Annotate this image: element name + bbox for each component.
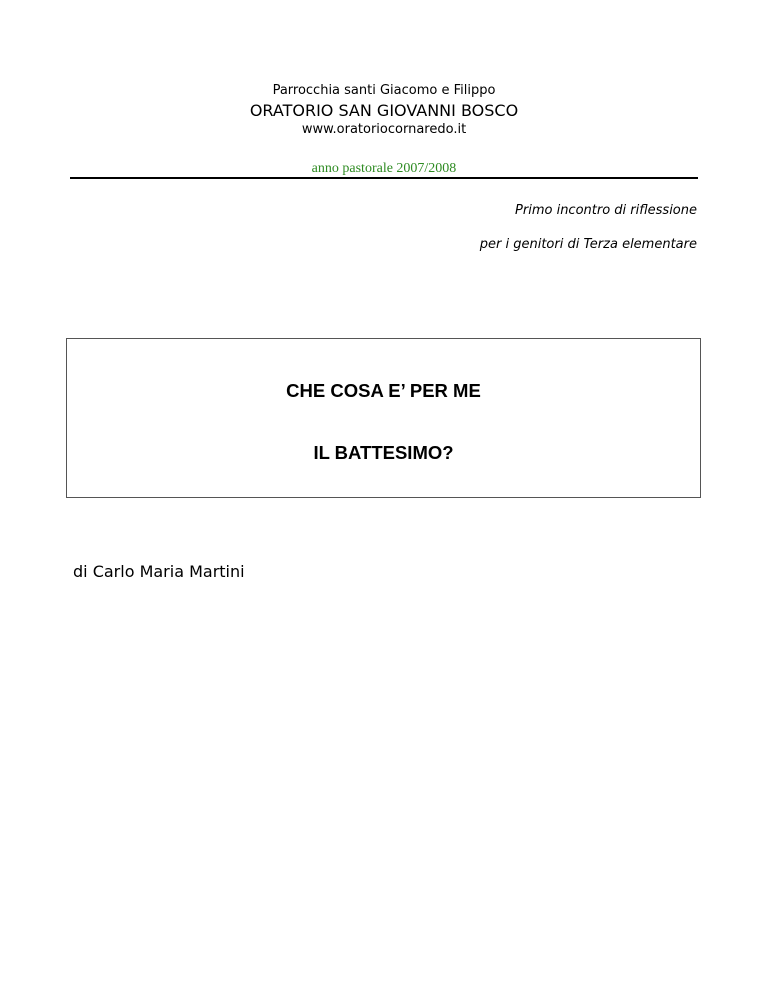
parish-name: Parrocchia santi Giacomo e Filippo <box>272 83 496 98</box>
title-line-1: CHE COSA E’ PER ME <box>286 380 481 401</box>
website-url: www.oratoriocornaredo.it <box>301 122 467 137</box>
header-divider <box>70 177 698 179</box>
document-header <box>0 82 768 139</box>
pastoral-year: anno pastorale 2007/2008 <box>311 161 457 176</box>
author-credit: di Carlo Maria Martini <box>73 562 245 581</box>
title-line-2: IL BATTESIMO? <box>313 442 454 463</box>
subtitle-audience: per i genitori di Terza elementare <box>479 237 697 252</box>
subtitle-meeting: Primo incontro di riflessione <box>515 203 697 218</box>
title-box <box>66 338 701 498</box>
oratorio-name: ORATORIO SAN GIOVANNI BOSCO <box>249 101 519 120</box>
